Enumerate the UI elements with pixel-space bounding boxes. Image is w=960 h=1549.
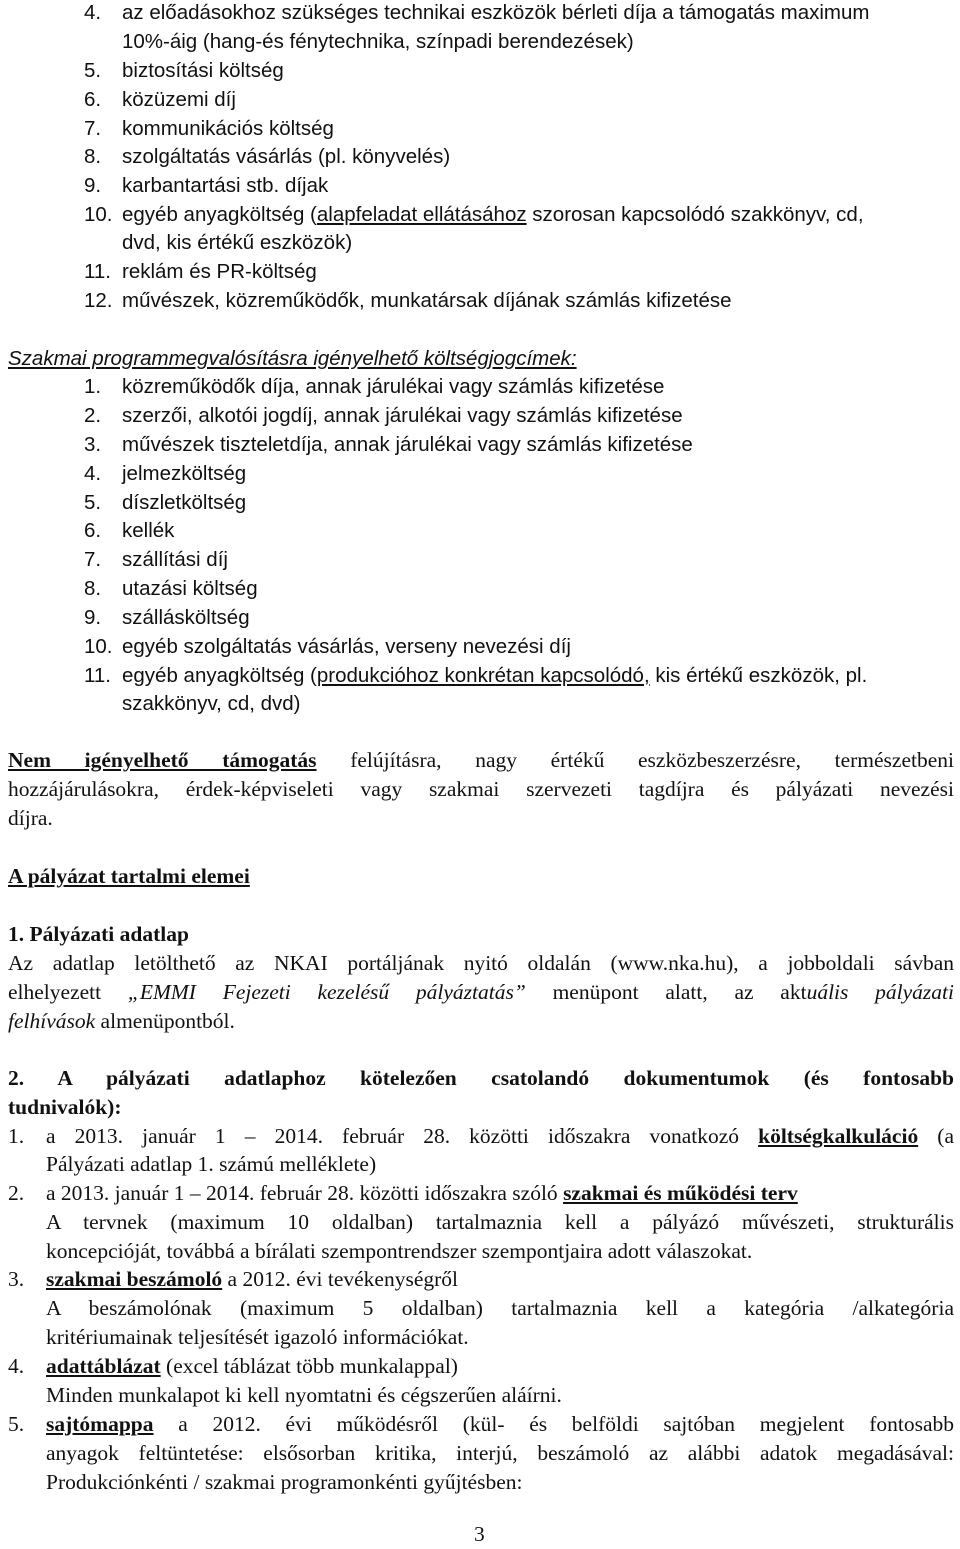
list-number: 11.: [84, 664, 111, 687]
list-number: 6.: [84, 88, 102, 111]
text-segment: (excel táblázat több munkalappal): [160, 1354, 458, 1378]
bold-underlined-text: Nem igényelhető támogatás: [8, 748, 317, 772]
text-segment: almenüpontból.: [95, 1009, 235, 1033]
bold-underlined-text: sajtómappa: [46, 1412, 154, 1436]
italic-text: uális pályázati: [806, 980, 954, 1004]
list-number: 10.: [84, 203, 113, 226]
text-segment: Az adatlap letölthető az NKAI portáljának nyitó oldalán (: [8, 951, 618, 975]
list-number: 8.: [84, 577, 102, 600]
text-segment: menüpont alatt, az akt: [525, 980, 807, 1004]
list-number: 8.: [84, 145, 102, 168]
text-segment: a 2013. január 1 – 2014. február 28. közötti időszakra szóló: [46, 1181, 564, 1205]
list-item: kommunikációs költség: [122, 117, 334, 140]
list-item: szállítási díj: [122, 548, 228, 571]
doc-item-5-cont: Produkciónkénti / szakmai programonkénti gyűjtésben:: [46, 1470, 523, 1494]
bold-underlined-text: szakmai és működési terv: [563, 1181, 798, 1205]
text-segment: a 2012. évi működésről (kül- és belföldi sajtóban megjelent fontosabb: [153, 1412, 954, 1436]
list-item: közüzemi díj: [122, 88, 236, 111]
section1-line2: [8, 978, 954, 1007]
section2-title-cont: tudnivalók):: [8, 1095, 122, 1119]
not-supported-line2: hozzájárulásokra, érdek-képviseleti vagy szakmai szervezeti tagdíjra és pályázati nevezési: [8, 777, 954, 801]
list-item: díszletköltség: [122, 491, 247, 514]
content-heading: A pályázat tartalmi elemei: [8, 864, 250, 888]
doc-item-2-cont: A tervnek (maximum 10 oldalban) tartalmaznia kell a pályázó művészeti, strukturális: [46, 1210, 954, 1234]
list-number: 5.: [84, 59, 102, 82]
list-item: utazási költség: [122, 577, 258, 600]
underlined-text: alapfeladat ellátásához: [316, 203, 527, 226]
text-segment: (a: [918, 1124, 954, 1148]
list-number: 5.: [8, 1412, 25, 1436]
section2-title: 2. A pályázati adatlaphoz kötelezően csatolandó dokumentumok (és fontosabb: [8, 1066, 954, 1090]
list-item: reklám és PR-költség: [122, 260, 317, 283]
list-item: szolgáltatás vásárlás (pl. könyvelés): [122, 145, 451, 168]
list-item: [122, 661, 867, 690]
doc-item-4: [46, 1352, 458, 1381]
doc-item-1-cont: Pályázati adatlap 1. számú melléklete): [46, 1152, 377, 1176]
text-segment: felújításra, nagy értékű eszközbeszerzésre, természetbeni: [350, 748, 954, 772]
list-item: egyéb szolgáltatás vásárlás, verseny nevezési díj: [122, 635, 571, 658]
list-number: 1.: [8, 1124, 25, 1148]
doc-item-3-cont: A beszámolónak (maximum 5 oldalban) tartalmaznia kell a kategória /alkategória: [46, 1296, 954, 1320]
italic-text: „EMMI Fejezeti kezelésű pályáztatás”: [127, 980, 526, 1004]
list-number: 4.: [8, 1354, 25, 1378]
list-item: művészek, közreműködők, munkatársak díjának számlás kifizetése: [122, 289, 732, 312]
section1-line3: [8, 1007, 235, 1036]
not-supported-line1: [8, 746, 954, 775]
list-number: 4.: [84, 1, 102, 24]
list-number: 5.: [84, 491, 102, 514]
bold-underlined-text: szakmai beszámoló: [46, 1267, 223, 1291]
list-number: 9.: [84, 174, 102, 197]
list-item: biztosítási költség: [122, 59, 284, 82]
list-number: 1.: [84, 375, 102, 398]
not-supported-line3: díjra.: [8, 806, 53, 830]
doc-item-2: [46, 1179, 798, 1208]
list-number: 4.: [84, 462, 102, 485]
doc-item-4-cont: Minden munkalapot ki kell nyomtatni és cégszerűen aláírni.: [46, 1383, 562, 1407]
section1-title: 1. Pályázati adatlap: [8, 922, 189, 946]
nka-link[interactable]: www.nka.hu: [617, 951, 727, 975]
list-number: 3.: [8, 1267, 25, 1291]
list-item: közreműködők díja, annak járulékai vagy számlás kifizetése: [122, 375, 665, 398]
text-segment: egyéb anyagköltség (: [122, 203, 317, 226]
list-number: 9.: [84, 606, 102, 629]
text-segment: ), a jobboldali sávban: [726, 951, 954, 975]
bold-underlined-text: adattáblázat: [46, 1354, 161, 1378]
doc-item-5: [46, 1410, 954, 1439]
italic-text: felhívások: [8, 1009, 96, 1033]
underlined-text: produkcióhoz konkrétan kapcsolódó,: [316, 664, 650, 687]
list-item-cont: dvd, kis értékű eszközök): [122, 231, 353, 254]
doc-item-3-cont: kritériumainak teljesítését igazoló információkat.: [46, 1325, 469, 1349]
list-item: [122, 200, 864, 229]
list-item: az előadásokhoz szükséges technikai eszközök bérleti díja a támogatás maximum: [122, 1, 870, 24]
list-item: karbantartási stb. díjak: [122, 174, 329, 197]
list-item: művészek tiszteletdíja, annak járulékai vagy számlás kifizetése: [122, 433, 693, 456]
list-number: 6.: [84, 519, 102, 542]
list-number: 7.: [84, 117, 102, 140]
list-number: 3.: [84, 433, 102, 456]
list-number: 11.: [84, 260, 111, 283]
list-item: jelmezköltség: [122, 462, 247, 485]
list-number: 12.: [84, 289, 113, 312]
text-segment: kis értékű eszközök, pl.: [649, 664, 868, 687]
text-segment: szorosan kapcsolódó szakkönyv, cd,: [526, 203, 864, 226]
text-segment: a 2013. január 1 – 2014. február 28. közötti időszakra vonatkozó: [46, 1124, 759, 1148]
list-item: szállásköltség: [122, 606, 250, 629]
bold-underlined-text: költségkalkuláció: [758, 1124, 919, 1148]
doc-item-1: [46, 1122, 954, 1151]
text-segment: elhelyezett: [8, 980, 128, 1004]
page-number: 3: [474, 1522, 485, 1546]
list-item: szerzői, alkotói jogdíj, annak járulékai vagy számlás kifizetése: [122, 404, 683, 427]
doc-item-5-cont: anyagok feltüntetése: elsősorban kritika, interjú, beszámoló az alábbi adatok megadásával:: [46, 1441, 954, 1465]
list-item: kellék: [122, 519, 175, 542]
doc-item-3: [46, 1265, 458, 1294]
list-item-cont: szakkönyv, cd, dvd): [122, 692, 301, 715]
doc-item-2-cont: koncepcióját, továbbá a bírálati szempontrendszer szempontjaira adott válaszokat.: [46, 1239, 753, 1263]
list-number: 10.: [84, 635, 113, 658]
section-heading: Szakmai programmegvalósításra igényelhető költségjogcímek:: [8, 347, 577, 370]
list-number: 7.: [84, 548, 102, 571]
list-number: 2.: [84, 404, 102, 427]
text-segment: egyéb anyagköltség (: [122, 664, 317, 687]
list-item-cont: 10%-áig (hang-és fénytechnika, színpadi berendezések): [122, 30, 634, 53]
text-segment: a 2012. évi tevékenységről: [222, 1267, 458, 1291]
list-number: 2.: [8, 1181, 25, 1205]
section1-line1: [8, 949, 954, 978]
